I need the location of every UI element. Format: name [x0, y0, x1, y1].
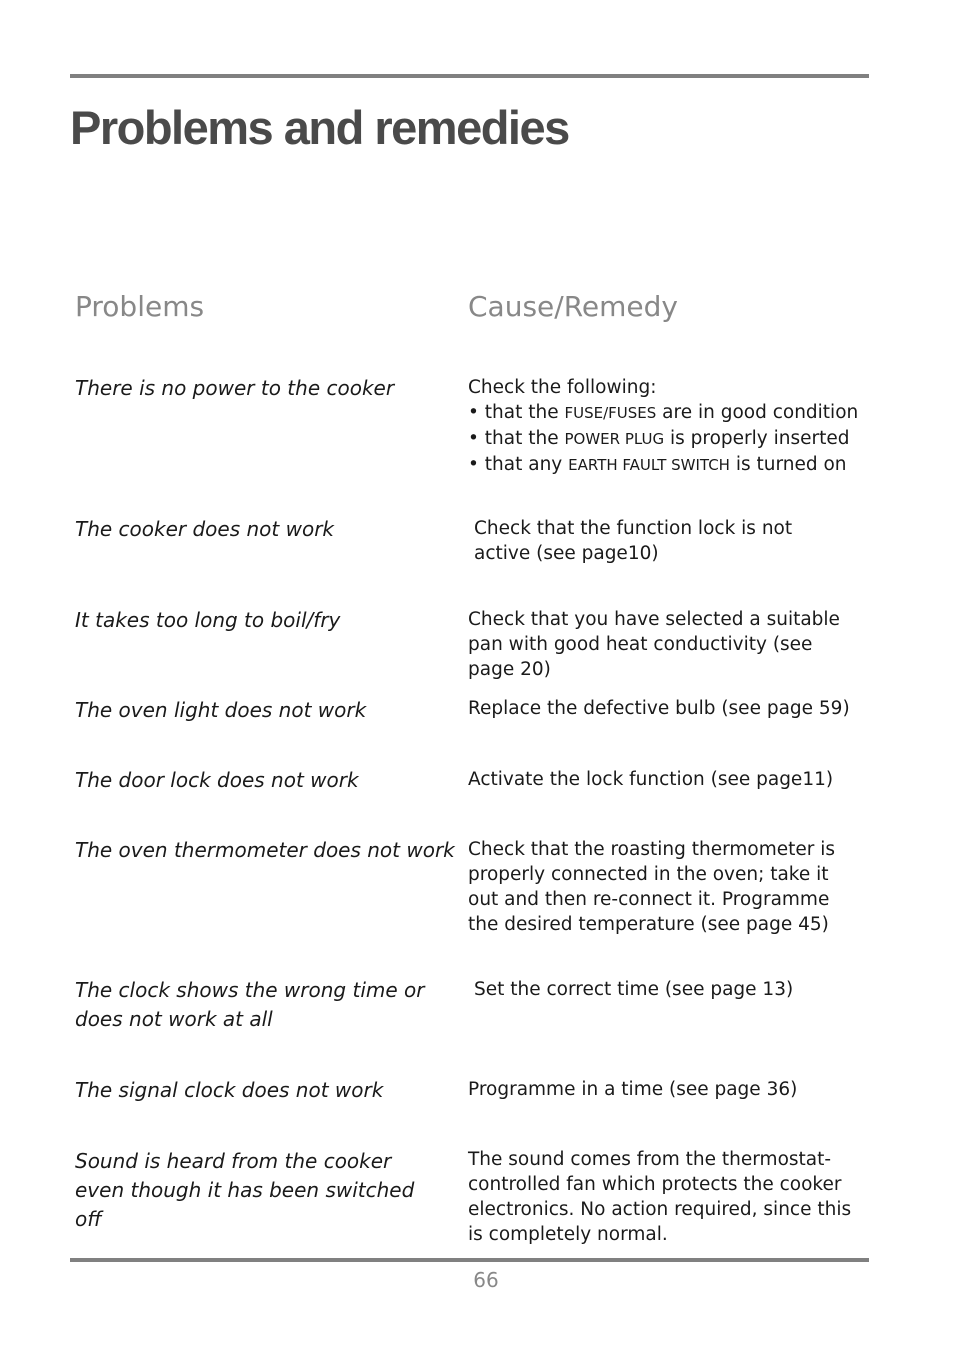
- problem-clock-wrong: The clock shows the wrong time or does not work at all: [75, 978, 425, 1031]
- remedy-column-heading: Cause/Remedy: [468, 290, 678, 323]
- problem-slow-boil: It takes too long to boil/fry: [75, 608, 341, 632]
- remedy-intro: Check the following:: [468, 377, 657, 398]
- remedy-sound-after-off: The sound comes from the thermostat-controlled fan which protects the cooker electronics. No action required, since this is completely normal.: [468, 1149, 852, 1245]
- remedy-bullet: • that any EARTH FAULT SWITCH is turned on: [468, 454, 847, 475]
- bottom-divider: [70, 1258, 869, 1262]
- problem-oven-light: The oven light does not work: [75, 698, 367, 722]
- page-number: 66: [473, 1268, 499, 1292]
- remedy-no-power: [468, 375, 858, 478]
- problem-cooker-not-working: The cooker does not work: [75, 517, 335, 541]
- problem-door-lock: The door lock does not work: [75, 768, 359, 792]
- remedy-oven-thermometer: Check that the roasting thermometer is properly connected in the oven; take it out and then re-connect it. Programme the desired temperature (see page 45): [468, 839, 836, 935]
- problem-oven-thermometer: The oven thermometer does not work: [75, 838, 455, 862]
- remedy-cooker-not-working: Check that the function lock is not active (see page10): [474, 518, 793, 564]
- remedy-signal-clock: Programme in a time (see page 36): [468, 1079, 798, 1100]
- remedy-bullet: • that the FUSE/FUSES are in good condition: [468, 402, 859, 423]
- remedy-slow-boil: Check that you have selected a suitable pan with good heat conductivity (see page 20): [468, 609, 840, 680]
- problem-sound-after-off: Sound is heard from the cooker even though it has been switched off: [75, 1149, 415, 1231]
- remedy-bullet: • that the POWER PLUG is properly inserted: [468, 428, 850, 449]
- remedy-door-lock: Activate the lock function (see page11): [468, 769, 834, 790]
- page-title: Problems and remedies: [70, 101, 569, 154]
- problem-signal-clock: The signal clock does not work: [75, 1078, 384, 1102]
- problem-no-power: There is no power to the cooker: [75, 376, 395, 400]
- remedy-clock-wrong: Set the correct time (see page 13): [474, 979, 794, 1000]
- remedy-oven-light: Replace the defective bulb (see page 59): [468, 698, 850, 719]
- problems-column-heading: Problems: [75, 290, 205, 323]
- top-divider: [70, 74, 869, 78]
